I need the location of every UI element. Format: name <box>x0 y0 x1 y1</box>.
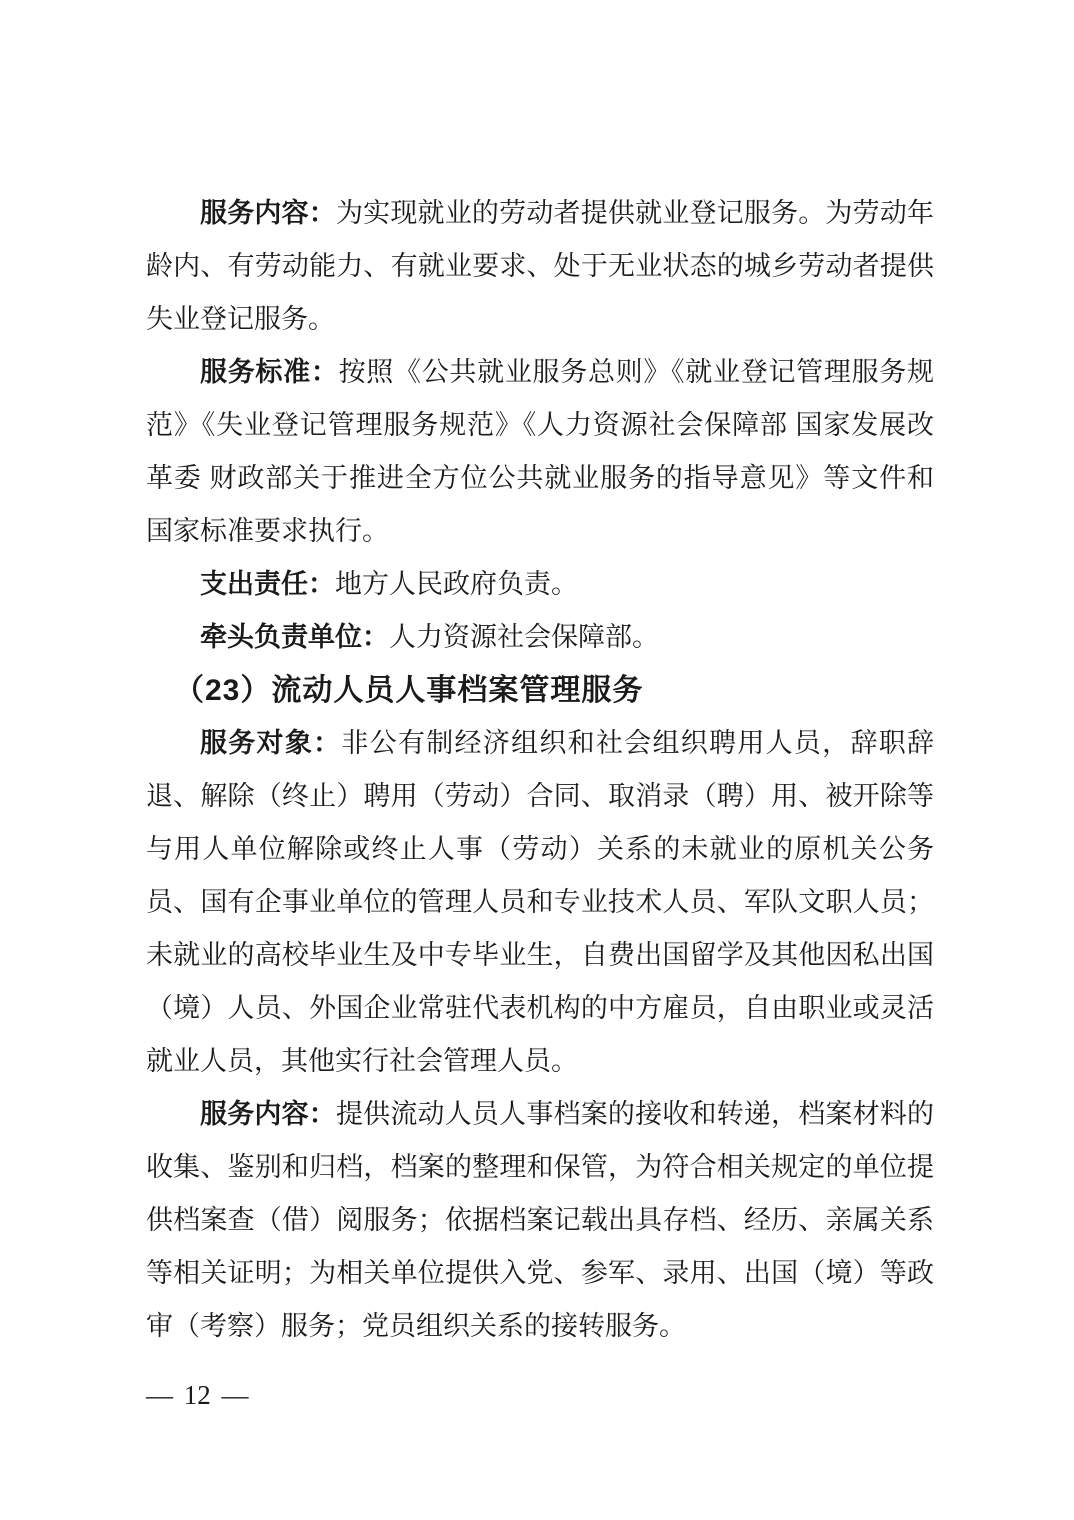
paragraph-label: 支出责任： <box>200 569 335 599</box>
paragraph-text: 按照《公共就业服务总则》《就业登记管理服务规范》《失业登记管理服务规范》《人力资源社会保障部 国家发展改革委 财政部关于推进全方位公共就业服务的指导意见》等文件和国家标准要求执行。 <box>146 357 935 546</box>
paragraph-service-content-employment <box>146 187 934 346</box>
paragraph-text: 非公有制经济组织和社会组织聘用人员，辞职辞退、解除（终止）聘用（劳动）合同、取消录（聘）用、被开除等与用人单位解除或终止人事（劳动）关系的未就业的原机关公务员、国有企事业单位的管理人员和专业技术人员、军队文职人员；未就业的高校毕业生及中专毕业生，自费出国留学及其他因私出国（境）人员、外国企业常驻代表机构的中方雇员，自由职业或灵活就业人员，其他实行社会管理人员。 <box>146 728 935 1076</box>
paragraph-text: 为实现就业的劳动者提供就业登记服务。为劳动年龄内、有劳动能力、有就业要求、处于无业状态的城乡劳动者提供失业登记服务。 <box>146 198 935 334</box>
paragraph-label: 服务内容： <box>200 198 336 228</box>
paragraph-service-content-archives <box>146 1088 934 1353</box>
paragraph-label: 服务对象： <box>200 728 342 758</box>
paragraph-service-standard <box>146 346 934 558</box>
page-footer <box>146 1378 249 1412</box>
page-number: — 12 — <box>146 1380 249 1410</box>
paragraph-text: 地方人民政府负责。 <box>335 569 578 599</box>
paragraph-label: 牵头负责单位： <box>200 622 389 652</box>
paragraph-label: 服务内容： <box>200 1099 336 1129</box>
section-heading-23-personnel-archives: （23）流动人员人事档案管理服务 <box>174 674 644 707</box>
paragraph-expenditure-responsibility <box>146 558 934 611</box>
paragraph-lead-unit <box>146 611 934 664</box>
paragraph-text: 人力资源社会保障部。 <box>389 622 659 652</box>
paragraph-service-target <box>146 717 934 1088</box>
paragraph-text: 提供流动人员人事档案的接收和转递，档案材料的收集、鉴别和归档，档案的整理和保管，为符合相关规定的单位提供档案查（借）阅服务；依据档案记载出具存档、经历、亲属关系等相关证明；为相关单位提供入党、参军、录用、出国（境）等政审（考察）服务；党员组织关系的接转服务。 <box>146 1099 935 1341</box>
paragraph-label: 服务标准： <box>200 357 339 387</box>
document-body <box>146 187 934 1353</box>
